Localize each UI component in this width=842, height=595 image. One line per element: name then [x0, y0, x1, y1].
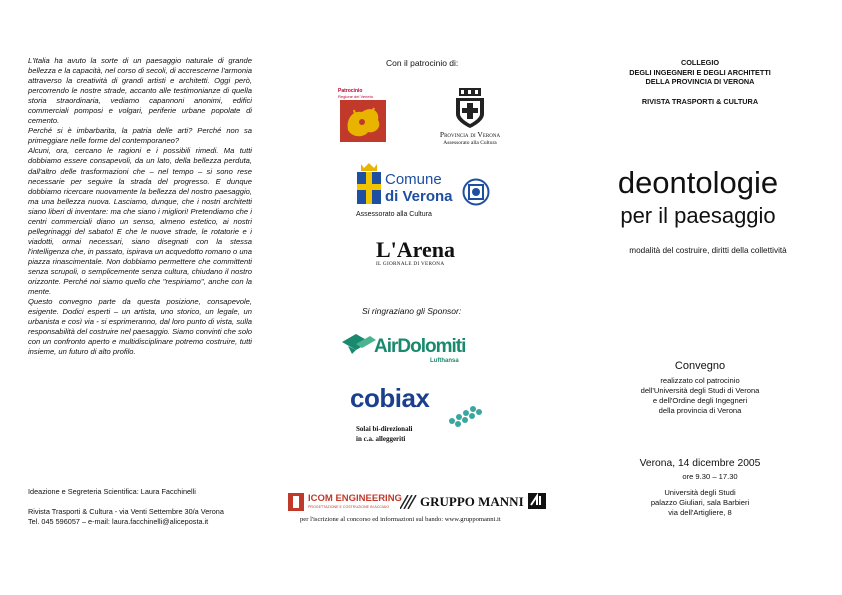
credits-contact: Tel. 045 596057 – e-mail: laura.facchinelli@aliceposta.it: [28, 517, 209, 526]
cobiax-grid-icon: [446, 401, 484, 427]
crest-icon: [453, 88, 487, 128]
icom-sub: PROGETTAZIONE E COSTRUZIONE IN ACCIAIO: [308, 505, 390, 509]
org-line3: DELLA PROVINCIA DI VERONA: [645, 77, 755, 86]
lion-icon: [340, 100, 386, 142]
org-line1: COLLEGIO: [680, 58, 720, 67]
sponsors-heading: Si ringraziano gli Sponsor:: [362, 306, 462, 316]
comune-crest-icon: [356, 162, 382, 206]
icom-name: ICOM ENGINEERING: [308, 493, 402, 504]
larena-logo: [370, 238, 470, 270]
intro-paragraph: Questo convegno parte da questa posizione, consapevole, esigente. Dodici esperti – un artista, uno storico, un legale, un urbanista e così via - si esprimeranno, dal loro punto di vista, sulla responsabilità del costruire nel paesaggio. Siamo convinti che solo con un confronto aperto e multidisciplinare potremo costruire, tutti insieme, un futuro di alto profilo.: [28, 297, 252, 357]
gruppo-manni-logo: [400, 493, 548, 513]
cobiax-name: cobiax: [350, 383, 430, 413]
manni-mark-icon: [528, 493, 546, 511]
manni-name: GRUPPO MANNI: [420, 494, 524, 509]
org-line4: RIVISTA TRASPORTI & CULTURA: [641, 96, 759, 106]
footer-note: per l'iscrizione al concorso ed informazioni sul bando: www.gruppomanni.it: [300, 516, 501, 523]
page-title-line2: per il paesaggio: [620, 203, 776, 228]
larena-sub: IL GIORNALE DI VERONA: [376, 261, 445, 267]
convegno-details: [600, 376, 800, 416]
cobiax-line2: in c.a. alleggeriti: [356, 435, 406, 443]
comune-verona-logo: [354, 162, 494, 224]
credits: [28, 487, 268, 527]
comune-line1: Comune: [385, 171, 442, 188]
intro-text: [28, 56, 252, 357]
venue-line: Università degli Studi: [664, 488, 736, 497]
venue-line: via dell'Artigliere, 8: [668, 508, 732, 518]
event-venue: [600, 488, 800, 519]
intro-paragraph: Alcuni, ora, cercano le ragioni e i possibili rimedi. Ma tutti dobbiamo essere consapevoli, da un lato, della bellezza perduta, dall'altro delle trasformazioni che – nel tempo – si sono rese necessarie per seguire la strada del progresso. E dunque dobbiamo ricercare nuovamente la bellezza del nostro paesaggio, ma una bellezza nuova. Lasciamo, dunque, che i nostri architetti siano liberi di inventare: ma che siano i migliori! Pretendiamo che i centri commerciali diano un senso, almeno estetico, ai nostri pellegrinaggi del sabato! E che le nuove strade, le rotatorie e i viadotti, ormai necessari, siano disegnati con la stessa l'intelligenza che, in passato, ispirava un acquedotto romano o una piazza rinascimentale. Non dobbiamo permettere che committenti senza scrupoli, o semplicemente senza cultura, chiudano il nostro orizzonte. Perché noi siamo quello che "respiriamo", anche con la mente.: [28, 146, 252, 297]
patronage-heading: Con il patrocinio di:: [386, 58, 459, 68]
provincia-sub: Assessorato alla Cultura: [443, 140, 497, 146]
org-line2: DEGLI INGEGNERI E DEGLI ARCHITETTI: [629, 67, 771, 77]
credits-address: Rivista Trasporti & Cultura - via Venti Settembre 30/a Verona: [28, 507, 224, 516]
credits-scientific: Ideazione e Segreteria Scientifica: Laura Facchinelli: [28, 487, 196, 496]
cobiax-logo: [348, 383, 488, 458]
page-title: deontologie: [617, 165, 779, 200]
airdolomiti-icon: [342, 332, 376, 356]
airdolomiti-logo: [342, 330, 477, 372]
event-time: ore 9.30 – 17.30: [682, 472, 738, 481]
page-subtitle: modalità del costruire, diritti della collettività: [629, 246, 787, 255]
veneto-top-text: Patrocinio: [338, 88, 363, 94]
regione-veneto-logo: [338, 88, 388, 144]
intro-paragraph: Perché si è imbarbarita, la patria delle arti? Perché non sa primeggiare nelle forme del contemporaneo?: [28, 126, 252, 146]
venue-line: palazzo Giuliari, sala Barbieri: [650, 498, 750, 508]
convegno-line: dell'Università degli Studi di Verona: [640, 386, 760, 395]
intro-paragraph: L'Italia ha avuto la sorte di un paesaggio naturale di grande bellezza e la capacità, nel corso di secoli, di accrescerne l'armonia attraverso la creatività di grandi artisti e architetti. Oggi però, percorrendo le nostre strade, accanto alle testimonianze di quella storia straordinaria, vediamo capannoni anonimi, edifici commerciali pomposi e volgari, periferie urbane popolate di cemento.: [28, 56, 252, 126]
comune-line2: di Verona: [385, 188, 453, 205]
convegno-heading: Convegno: [674, 360, 726, 372]
comune-sub: Assessorato alla Cultura: [356, 211, 432, 218]
veneto-caption: Regione del Veneto: [338, 94, 373, 99]
larena-name: L'Arena: [376, 237, 456, 262]
icom-icon: [288, 493, 304, 511]
icom-logo: [288, 493, 402, 513]
airdolomiti-sub: Lufthansa: [430, 358, 459, 364]
convegno-line: e dell'Ordine degli Ingegneri: [652, 396, 748, 405]
provincia-name: Provincia di Verona: [439, 130, 501, 139]
manni-stripes-icon: [400, 495, 418, 509]
organizer-block: [600, 58, 800, 106]
unesco-icon: [462, 178, 490, 206]
cobiax-line1: Solai bi-direzionali: [356, 425, 413, 433]
event-date: Verona, 14 dicembre 2005: [639, 458, 761, 469]
convegno-line: della provincia di Verona: [658, 406, 742, 415]
convegno-line: realizzato col patrocinio: [660, 376, 740, 385]
airdolomiti-name: AirDolomiti: [374, 336, 466, 357]
provincia-verona-logo: [420, 88, 520, 150]
